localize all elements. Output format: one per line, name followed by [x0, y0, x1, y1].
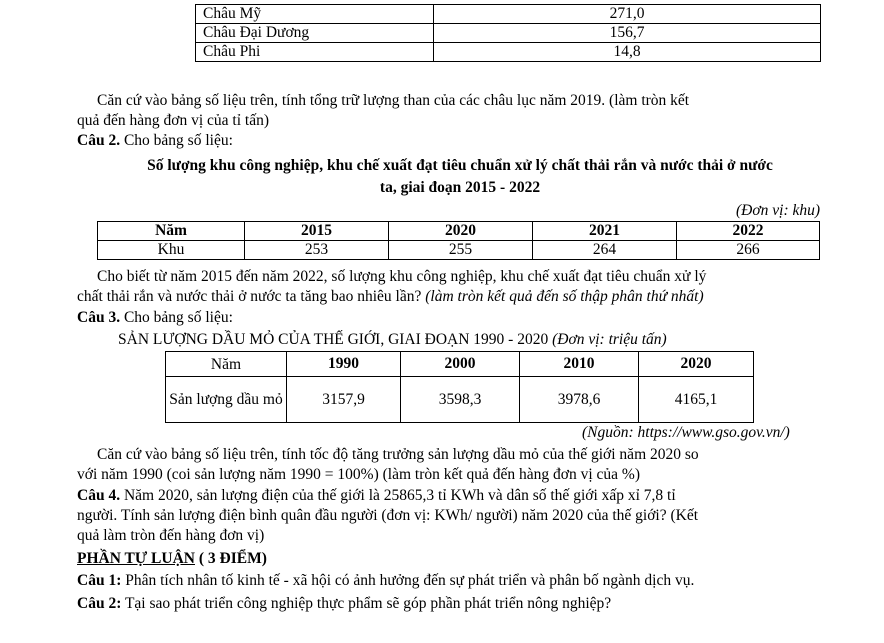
- q3-title-text: SẢN LƯỢNG DẦU MỎ CỦA THẾ GIỚI, GIAI ĐOẠN 1990 - 2020: [118, 331, 553, 348]
- table-cell: 266: [677, 241, 820, 260]
- column-header: 2015: [245, 222, 389, 241]
- table-cell: 264: [533, 241, 677, 260]
- table-cell: 3978,6: [520, 377, 639, 423]
- continent-name: Châu Mỹ: [196, 5, 434, 24]
- industrial-zone-table: [97, 221, 820, 260]
- q2-title-line2: ta, giai đoạn 2015 - 2022: [379, 179, 541, 196]
- q3-unit: (Đơn vị: triệu tấn): [552, 331, 667, 348]
- q2-text-line2: [77, 288, 704, 306]
- column-header: 2021: [533, 222, 677, 241]
- continent-coal-table: [195, 4, 821, 62]
- continent-value: 14,8: [434, 43, 821, 62]
- table-row: [196, 5, 821, 24]
- essay-q1-label: Câu 1:: [77, 572, 122, 589]
- q4-line3: quả làm tròn đến hàng đơn vị): [77, 527, 265, 544]
- q3-intro: [77, 309, 233, 327]
- column-header: 2010: [520, 352, 639, 377]
- essay-q1-text: Phân tích nhân tố kinh tế - xã hội có ảnh hưởng đến sự phát triển và phân bố ngành dịch vụ.: [121, 572, 695, 589]
- continent-name: Châu Đại Dương: [196, 24, 434, 43]
- table-row: [166, 377, 754, 423]
- q4-label: Câu 4.: [77, 487, 121, 504]
- q2-text-italic: (làm tròn kết quả đến số thập phân thứ nhất): [425, 288, 704, 305]
- essay-q2-label: Câu 2:: [77, 595, 122, 612]
- essay-q2-text: Tại sao phát triển công nghiệp thực phẩm sẽ góp phần phát triển nông nghiệp?: [121, 595, 612, 612]
- table-cell: 4165,1: [639, 377, 754, 423]
- q2-intro-text: Cho bảng số liệu:: [120, 132, 233, 149]
- q2-unit: (Đơn vị: khu): [736, 202, 821, 219]
- q2-label: Câu 2.: [77, 132, 121, 149]
- q3-source: (Nguồn: https://www.gso.gov.vn/): [582, 424, 790, 441]
- column-header: 2022: [677, 222, 820, 241]
- table-header-row: [166, 352, 754, 377]
- essay-points: ( 3 ĐIỂM): [194, 550, 267, 567]
- continent-name: Châu Phi: [196, 43, 434, 62]
- table-cell: Khu: [98, 241, 245, 260]
- column-header: 2000: [401, 352, 520, 377]
- column-header: 2020: [639, 352, 754, 377]
- q2-title-line1: Số lượng khu công nghiệp, khu chế xuất đạt tiêu chuẩn xử lý chất thải rắn và nước thải ở nước: [147, 157, 773, 174]
- row-label: Sản lượng dầu mỏ: [166, 377, 287, 423]
- essay-heading-text: PHẦN TỰ LUẬN: [77, 550, 195, 567]
- essay-q1: [77, 572, 694, 590]
- column-header: Năm: [98, 222, 245, 241]
- table-cell: 3157,9: [287, 377, 401, 423]
- essay-q2: [77, 595, 611, 613]
- q3-text-line2: với năm 1990 (coi sản lượng năm 1990 = 100%) (làm tròn kết quả đến hàng đơn vị của %): [77, 466, 641, 483]
- q3-label: Câu 3.: [77, 309, 121, 326]
- continent-value: 156,7: [434, 24, 821, 43]
- q4-text: Năm 2020, sản lượng điện của thế giới là 25865,3 tỉ KWh và dân số thế giới xấp xỉ 7,8 tỉ: [120, 487, 676, 504]
- q2-text-line1: Cho biết từ năm 2015 đến năm 2022, số lượng khu công nghiệp, khu chế xuất đạt tiêu chuẩn xử lý: [97, 268, 707, 285]
- table-cell: 3598,3: [401, 377, 520, 423]
- q1-text-line2: quả đến hàng đơn vị của tỉ tấn): [77, 112, 269, 129]
- continent-value: 271,0: [434, 5, 821, 24]
- essay-heading: [77, 550, 267, 568]
- q3-text-line1: Căn cứ vào bảng số liệu trên, tính tốc độ tăng trưởng sản lượng dầu mỏ của thế giới năm 2020 so: [97, 446, 699, 463]
- q4-line1: [77, 487, 676, 505]
- q2-text-plain: chất thải rắn và nước thải ở nước ta tăng bao nhiêu lần?: [77, 288, 426, 305]
- q2-intro: [77, 132, 233, 150]
- q1-text-line1: Căn cứ vào bảng số liệu trên, tính tổng trữ lượng than của các châu lục năm 2019. (làm tròn kết: [97, 92, 690, 109]
- q3-title: [118, 331, 667, 349]
- q3-intro-text: Cho bảng số liệu:: [120, 309, 233, 326]
- column-header: Năm: [166, 352, 287, 377]
- table-header-row: [98, 222, 820, 241]
- column-header: 1990: [287, 352, 401, 377]
- table-row: [98, 241, 820, 260]
- q4-line2: người. Tính sản lượng điện bình quân đầu người (đơn vị: KWh/ người) năm 2020 của thế giới? (Kết: [77, 507, 699, 524]
- table-cell: 253: [245, 241, 389, 260]
- table-row: [196, 24, 821, 43]
- oil-production-table: [165, 351, 754, 423]
- table-cell: 255: [389, 241, 533, 260]
- column-header: 2020: [389, 222, 533, 241]
- table-row: [196, 43, 821, 62]
